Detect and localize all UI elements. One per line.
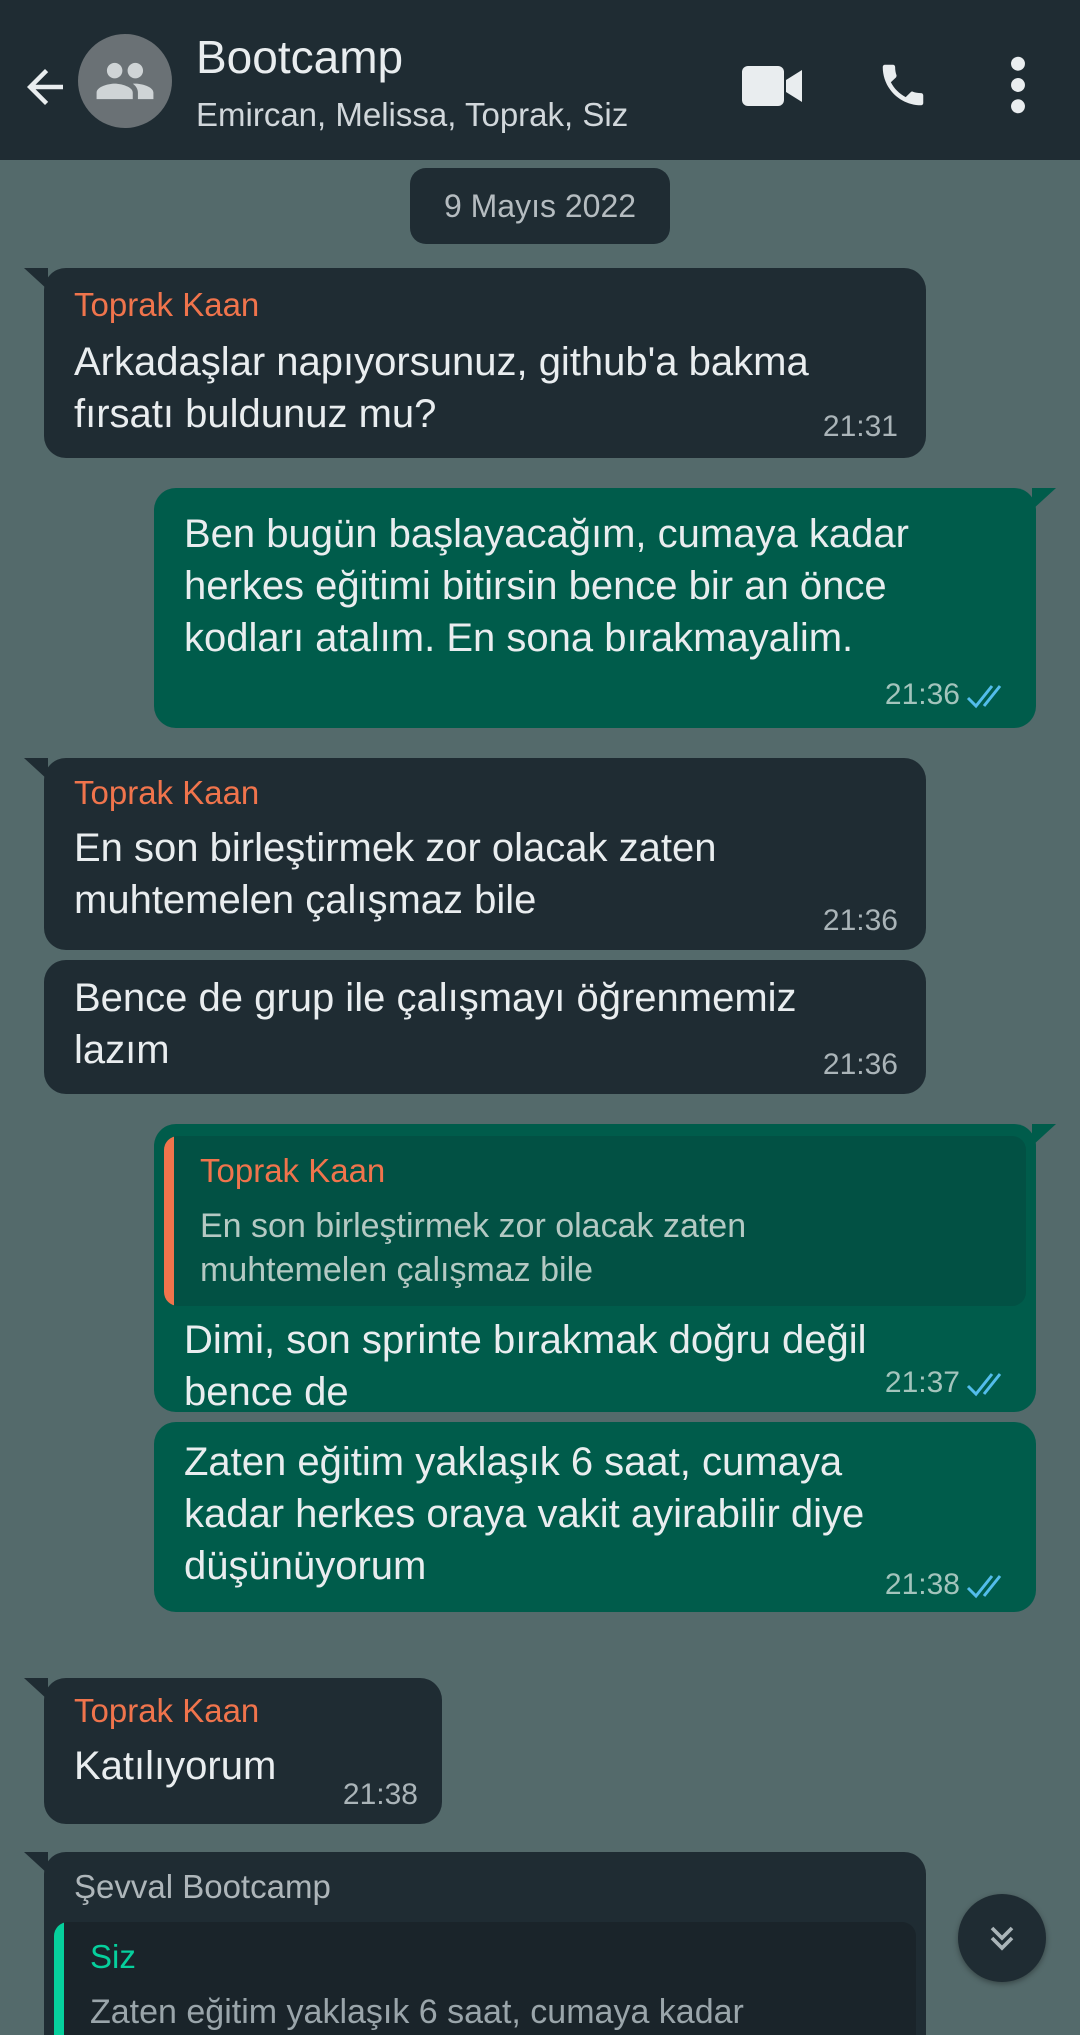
chat-title[interactable]: Bootcamp [196,31,404,83]
chat-participants[interactable]: Emircan, Melissa, Toprak, Siz [196,96,629,133]
read-ticks-icon [966,682,1012,712]
message-incoming-reply[interactable] [44,1852,926,2035]
scroll-to-bottom-button[interactable] [958,1894,1046,1982]
message-outgoing[interactable] [154,488,1036,728]
message-time: 21:36 [822,1048,898,1081]
quoted-sender: Siz [90,1938,136,1975]
chat-area[interactable] [0,160,1080,2035]
read-ticks-icon [966,1370,1012,1400]
message-text: Zaten eğitim yaklaşık 6 saat, cumaya kadar herkes oraya vakit ayirabilir diye düşünüyorum [184,1440,865,1588]
sender-name: Toprak Kaan [74,774,260,811]
message-text: Arkadaşlar napıyorsunuz, github'a bakma fırsatı buldunuz mu? [74,340,809,436]
message-incoming[interactable] [44,1678,442,1824]
message-text: Bence de grup ile çalışmayı öğrenmemiz lazım [74,976,797,1072]
quoted-text: Zaten eğitim yaklaşık 6 saat, cumaya kadar [90,1993,744,2031]
group-icon [94,50,156,112]
quoted-text: En son birleştirmek zor olacak zaten muhtemelen çalışmaz bile [200,1207,747,1289]
quoted-message[interactable] [164,1136,1026,1306]
sender-name: Şevval Bootcamp [74,1868,331,1905]
message-time: 21:31 [822,410,898,443]
quoted-sender: Toprak Kaan [200,1152,386,1189]
sender-name: Toprak Kaan [74,1692,260,1729]
message-outgoing[interactable] [154,1422,1036,1612]
message-incoming[interactable] [44,758,926,950]
message-incoming[interactable] [44,960,926,1094]
read-ticks-icon [966,1572,1012,1602]
phone-icon[interactable] [876,58,930,112]
message-time: 21:38 [342,1778,418,1811]
message-time: 21:37 [884,1366,960,1399]
message-outgoing-reply[interactable] [154,1124,1036,1412]
message-time: 21:36 [884,678,960,711]
chevron-double-down-icon [982,1918,1022,1958]
message-incoming[interactable] [44,268,926,458]
group-avatar[interactable] [78,34,172,128]
date-chip: 9 Mayıs 2022 [410,168,670,244]
message-time: 21:36 [822,904,898,937]
quoted-message[interactable] [54,1922,916,2035]
video-call-icon[interactable] [742,64,802,108]
message-text: Katılıyorum [74,1744,277,1788]
message-text: Ben bugün başlayacağım, cumaya kadar herkes eğitimi bitirsin bence bir an önce kodları atalım. En sona bırakmayalim. [184,512,909,660]
chat-header [0,0,1080,160]
message-text: En son birleştirmek zor olacak zaten muhtemelen çalışmaz bile [74,826,717,922]
back-arrow-icon[interactable] [18,60,72,114]
message-text: Dimi, son sprinte bırakmak doğru değil bence de [184,1318,867,1414]
sender-name: Toprak Kaan [74,286,260,323]
more-vert-icon[interactable] [1004,56,1032,114]
message-time: 21:38 [884,1568,960,1601]
